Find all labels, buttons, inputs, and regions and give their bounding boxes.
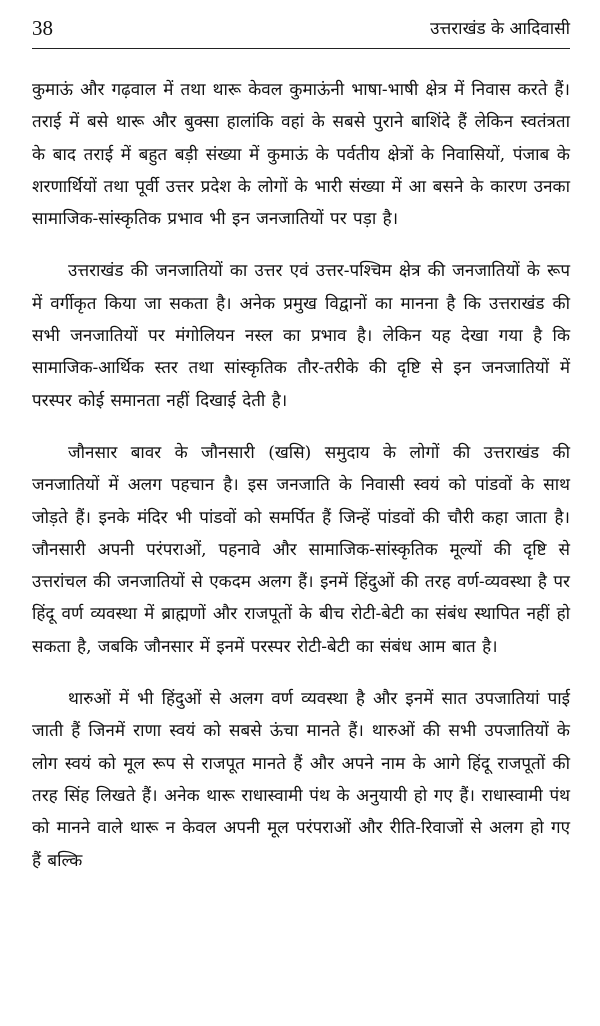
running-title: उत्तराखंड के आदिवासी bbox=[430, 19, 570, 39]
paragraph-2: उत्तराखंड की जनजातियों का उत्तर एवं उत्तर-पश्चिम क्षेत्र की जनजातियों के रूप में वर्गीकृत किया जा सकता है। अनेक प्रमुख विद्वानों का मानना है कि उत्तराखंड की सभी जनजातियों पर मंगोलियन नस्ल का प्रभाव है। लेकिन यह देखा गया है कि सामाजिक-आर्थिक स्तर तथा सांस्कृतिक तौर-तरीके की दृष्टि से इन जनजातियों में परस्पर कोई समानता नहीं दिखाई देती है। bbox=[32, 261, 570, 411]
page-number: 38 bbox=[32, 16, 53, 40]
paragraph-4: थारुओं में भी हिंदुओं से अलग वर्ण व्यवस्था है और इनमें सात उपजातियां पाई जाती हैं जिनमें राणा स्वयं को सबसे ऊंचा मानते हैं। थारुओं की सभी उपजातियों के लोग स्वयं को मूल रूप से राजपूत मानते हैं और अपने नाम के आगे हिंदू राजपूतों की तरह सिंह लिखते हैं। अनेक थारू राधास्वामी पंथ के अनुयायी हो गए हैं। राधास्वामी पंथ को मानने वाले थारू न केवल अपनी मूल परंपराओं और रीति-रिवाजों से अलग हो गए हैं बल्कि bbox=[32, 689, 570, 871]
page-header bbox=[32, 14, 570, 49]
paragraph-3: जौनसार बावर के जौनसारी (खसि) समुदाय के लोगों की उत्तराखंड की जनजातियों में अलग पहचान है। इस जनजाति के निवासी स्वयं को पांडवों के साथ जोड़ते हैं। इनके मंदिर भी पांडवों को समर्पित हैं जिन्हें पांडवों की चौरी कहा जाता है। जौनसारी अपनी परंपराओं, पहनावे और सामाजिक-सांस्कृतिक मूल्यों की दृष्टि से उत्तरांचल की जनजातियों से एकदम अलग हैं। इनमें हिंदुओं की तरह वर्ण-व्यवस्था है पर हिंदू वर्ण व्यवस्था में ब्राह्मणों और राजपूतों के बीच रोटी-बेटी का संबंध स्थापित नहीं हो सकता है, जबकि जौनसार में इनमें परस्पर रोटी-बेटी का संबंध आम बात है। bbox=[32, 442, 570, 657]
paragraph-1: कुमाऊं और गढ़वाल में तथा थारू केवल कुमाऊंनी भाषा-भाषी क्षेत्र में निवास करते हैं। तराई में बसे थारू और बुक्सा हालांकि वहां के सबसे पुराने बाशिंदे हैं लेकिन स्वतंत्रता के बाद तराई में बहुत बड़ी संख्या में कुमाऊं के पर्वतीय क्षेत्रों के निवासियों, पंजाब के शरणार्थियों तथा पूर्वी उत्तर प्रदेश के लोगों के भारी संख्या में आ बसने के कारण उनका सामाजिक-सांस्कृतिक प्रभाव भी इन जनजातियों पर पड़ा है। bbox=[32, 80, 570, 230]
body-text bbox=[32, 74, 570, 897]
